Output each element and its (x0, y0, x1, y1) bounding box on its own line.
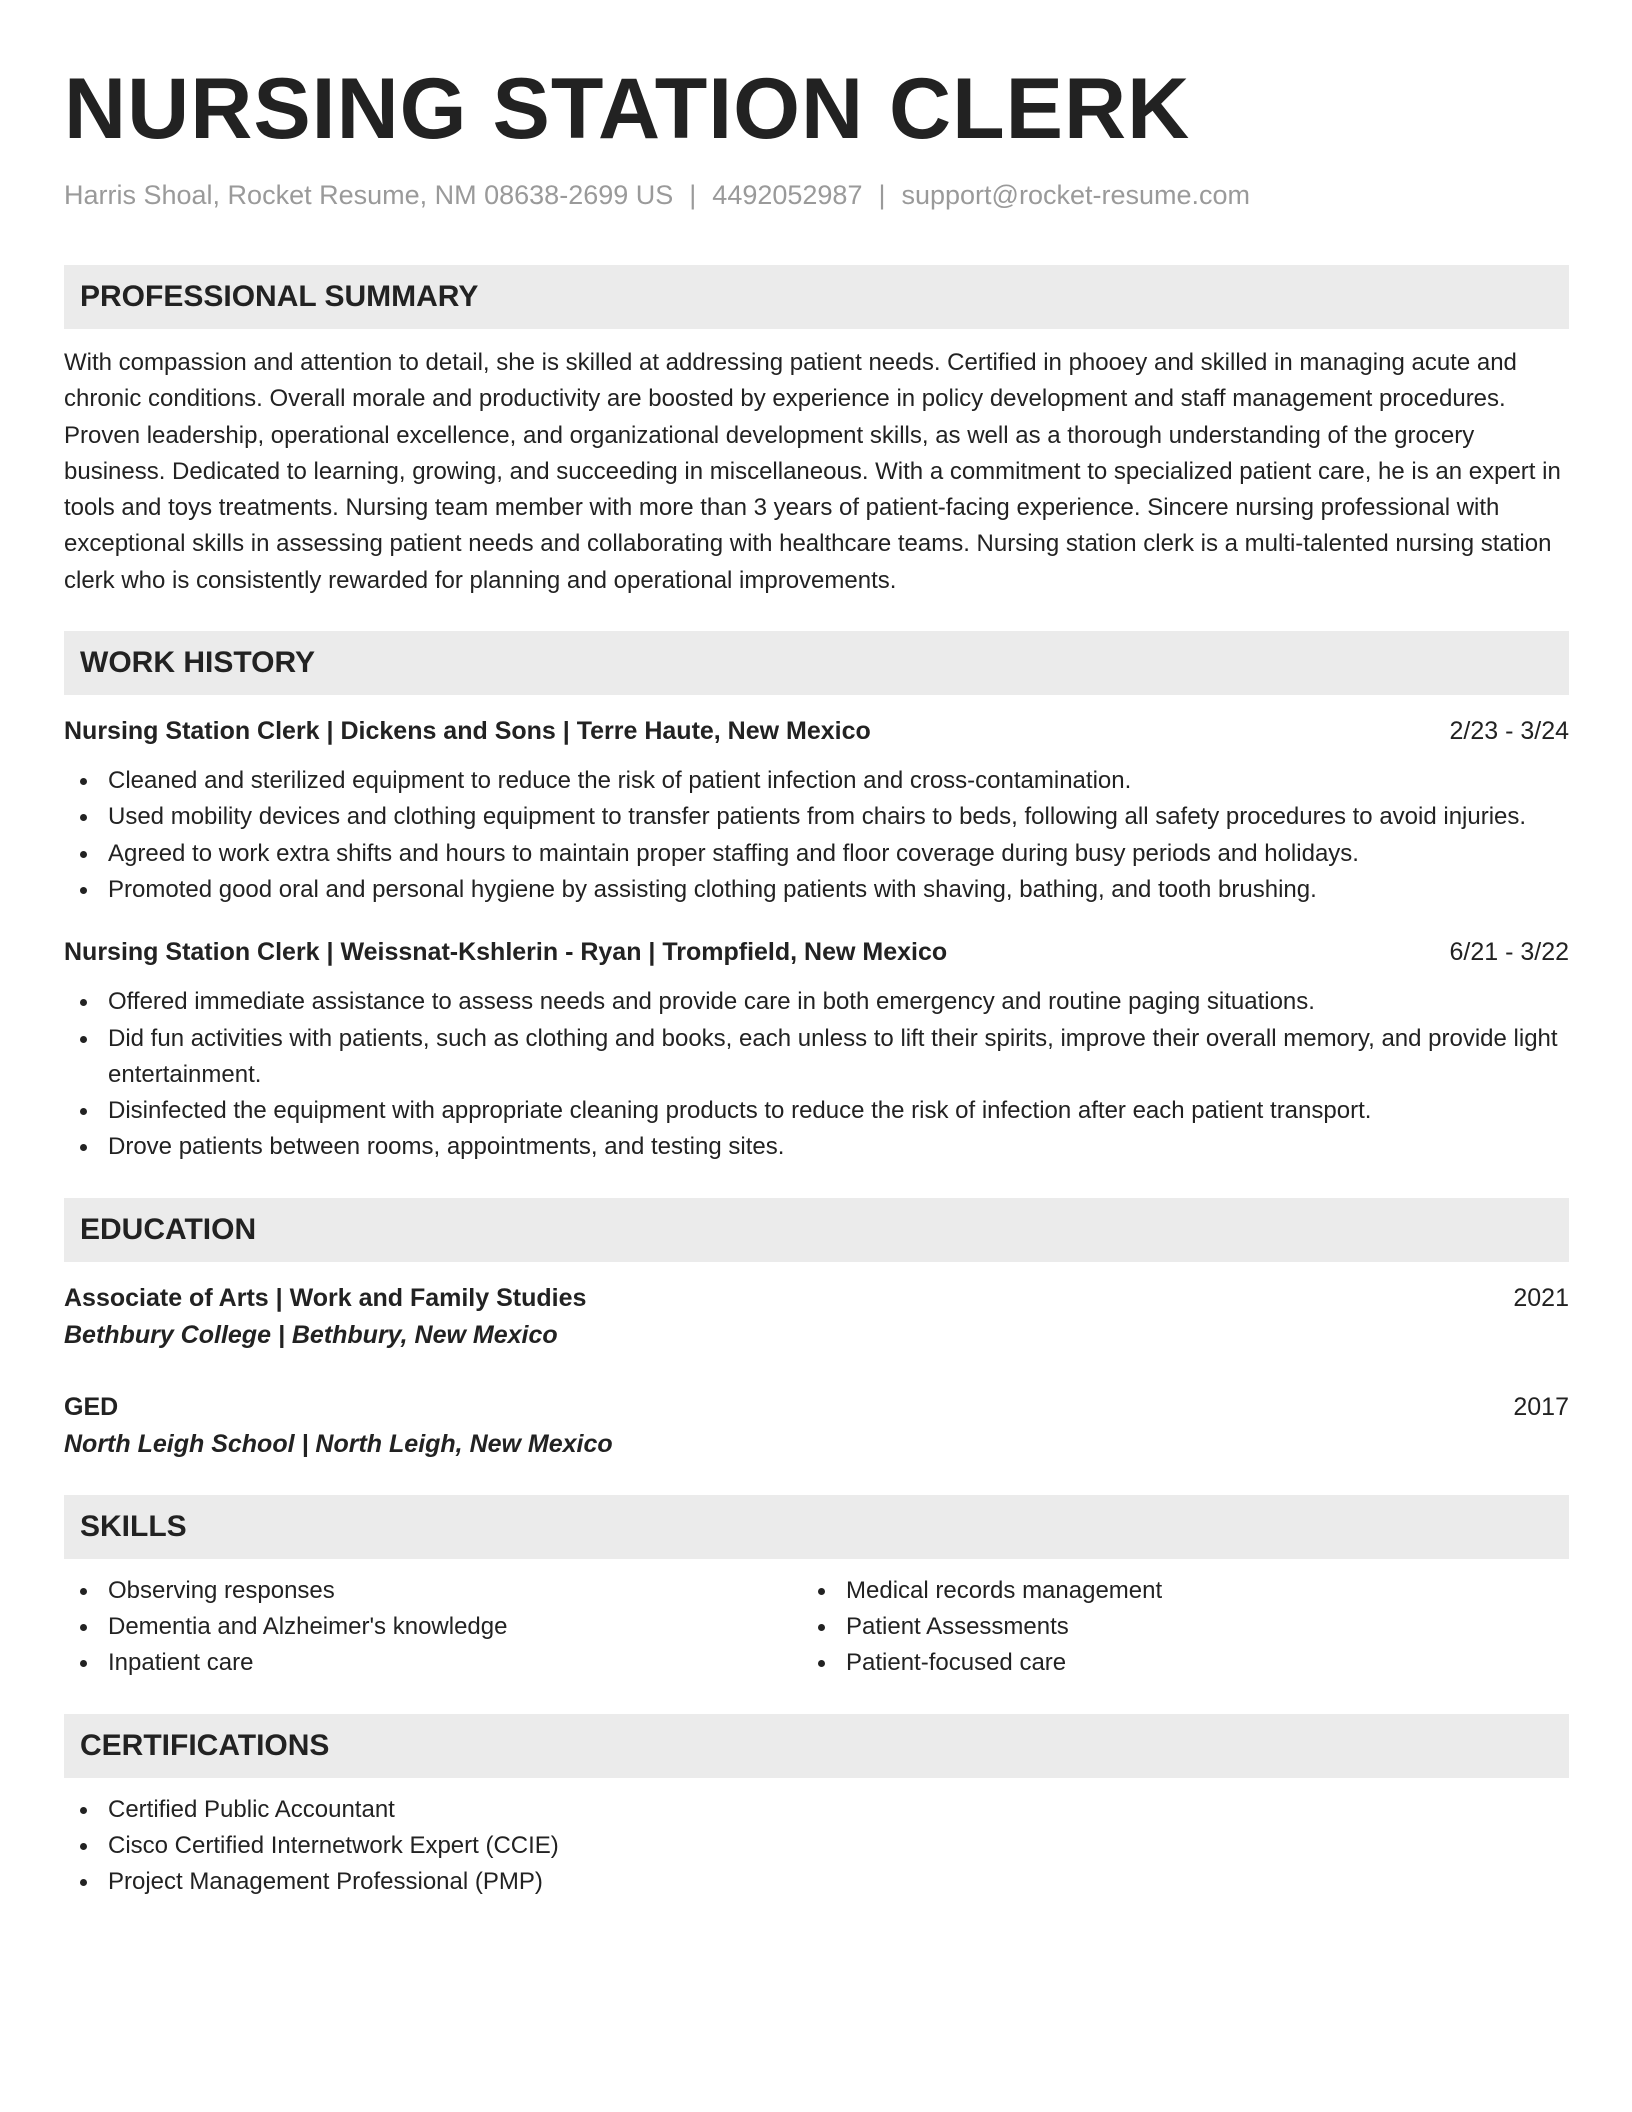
skill-item: Patient-focused care (802, 1645, 1569, 1681)
job-bullets (64, 984, 1569, 1165)
education-header (64, 1280, 1569, 1316)
job-bullet: Agreed to work extra shifts and hours to maintain proper staffing and floor coverage during busy periods and holidays. (64, 836, 1569, 872)
contact-phone: 4492052987 (712, 180, 863, 210)
resume-title: NURSING STATION CLERK (64, 61, 1191, 157)
job-bullets (64, 763, 1569, 908)
job-bullet: Used mobility devices and clothing equipment to transfer patients from chairs to beds, following all safety procedures to avoid injuries. (64, 799, 1569, 835)
job-bullet: Cleaned and sterilized equipment to reduce the risk of patient infection and cross-contamination. (64, 763, 1569, 799)
education-header (64, 1389, 1569, 1425)
skills-list (64, 1573, 802, 1682)
job-header (64, 713, 1569, 749)
skills-column-left (64, 1573, 802, 1682)
certifications-section (64, 1714, 1569, 1901)
skills-column-right (802, 1573, 1569, 1682)
contact-line (64, 180, 1569, 211)
education-year: 2017 (1513, 1392, 1569, 1421)
contact-address: Harris Shoal, Rocket Resume, NM 08638-2699 US (64, 180, 674, 210)
certification-item: Cisco Certified Internetwork Expert (CCIE) (64, 1828, 1569, 1864)
job-title: Nursing Station Clerk | Dickens and Sons | Terre Haute, New Mexico (64, 717, 871, 746)
summary-text: With compassion and attention to detail, she is skilled at addressing patient needs. Certified in phooey and skilled in managing acute and chronic conditions. Overall morale and productivity are boosted by experience in policy development and staff management procedures. Proven leadership, operational excellence, and organizational development skills, as well as a thorough understanding of the grocery business. Dedicated to learning, growing, and succeeding in miscellaneous. With a commitment to specialized patient care, he is an expert in tools and toys treatments. Nursing team member with more than 3 years of patient-facing experience. Sincere nursing professional with exceptional skills in assessing patient needs and collaborating with healthcare teams. Nursing station clerk is a multi-talented nursing station clerk who is consistently rewarded for planning and operational improvements. (64, 349, 1561, 594)
certification-item: Project Management Professional (PMP) (64, 1864, 1569, 1900)
job-title: Nursing Station Clerk | Weissnat-Kshlerin - Ryan | Trompfield, New Mexico (64, 938, 948, 967)
contact-separator: | (878, 180, 886, 210)
education-year: 2021 (1513, 1283, 1569, 1312)
job-entry (64, 713, 1569, 908)
contact-email: support@rocket-resume.com (901, 180, 1251, 210)
education-entry (64, 1280, 1569, 1354)
section-header-work-history: WORK HISTORY (64, 631, 1569, 695)
education-degree: Associate of Arts | Work and Family Studies (64, 1283, 587, 1312)
job-dates: 2/23 - 3/24 (1449, 717, 1569, 746)
skill-item: Dementia and Alzheimer's knowledge (64, 1609, 802, 1645)
section-header-summary: PROFESSIONAL SUMMARY (64, 265, 1569, 329)
education-section (64, 1198, 1569, 1463)
section-header-skills: SKILLS (64, 1495, 1569, 1559)
education-school: Bethbury College | Bethbury, New Mexico (64, 1320, 558, 1349)
education-school: North Leigh School | North Leigh, New Mexico (64, 1429, 613, 1458)
section-header-education: EDUCATION (64, 1198, 1569, 1262)
job-dates: 6/21 - 3/22 (1449, 938, 1569, 967)
certification-item: Certified Public Accountant (64, 1792, 1569, 1828)
education-entry (64, 1389, 1569, 1463)
skills-section (64, 1495, 1569, 1682)
section-header-certifications: CERTIFICATIONS (64, 1714, 1569, 1778)
certifications-list (64, 1792, 1569, 1901)
skill-item: Observing responses (64, 1573, 802, 1609)
education-degree: GED (64, 1392, 119, 1421)
skill-item: Inpatient care (64, 1645, 802, 1681)
skills-list (802, 1573, 1569, 1682)
job-entry (64, 934, 1569, 1165)
contact-separator: | (689, 180, 697, 210)
job-bullet: Promoted good oral and personal hygiene by assisting clothing patients with shaving, bathing, and tooth brushing. (64, 872, 1569, 908)
job-bullet: Did fun activities with patients, such as clothing and books, each unless to lift their spirits, improve their overall memory, and provide light entertainment. (64, 1021, 1569, 1094)
skill-item: Medical records management (802, 1573, 1569, 1609)
job-bullet: Offered immediate assistance to assess needs and provide care in both emergency and routine paging situations. (64, 984, 1569, 1020)
job-header (64, 934, 1569, 970)
job-bullet: Disinfected the equipment with appropriate cleaning products to reduce the risk of infection after each patient transport. (64, 1093, 1569, 1129)
job-bullet: Drove patients between rooms, appointments, and testing sites. (64, 1129, 1569, 1165)
skill-item: Patient Assessments (802, 1609, 1569, 1645)
work-history-section (64, 631, 1569, 1166)
skills-grid (64, 1573, 1569, 1682)
